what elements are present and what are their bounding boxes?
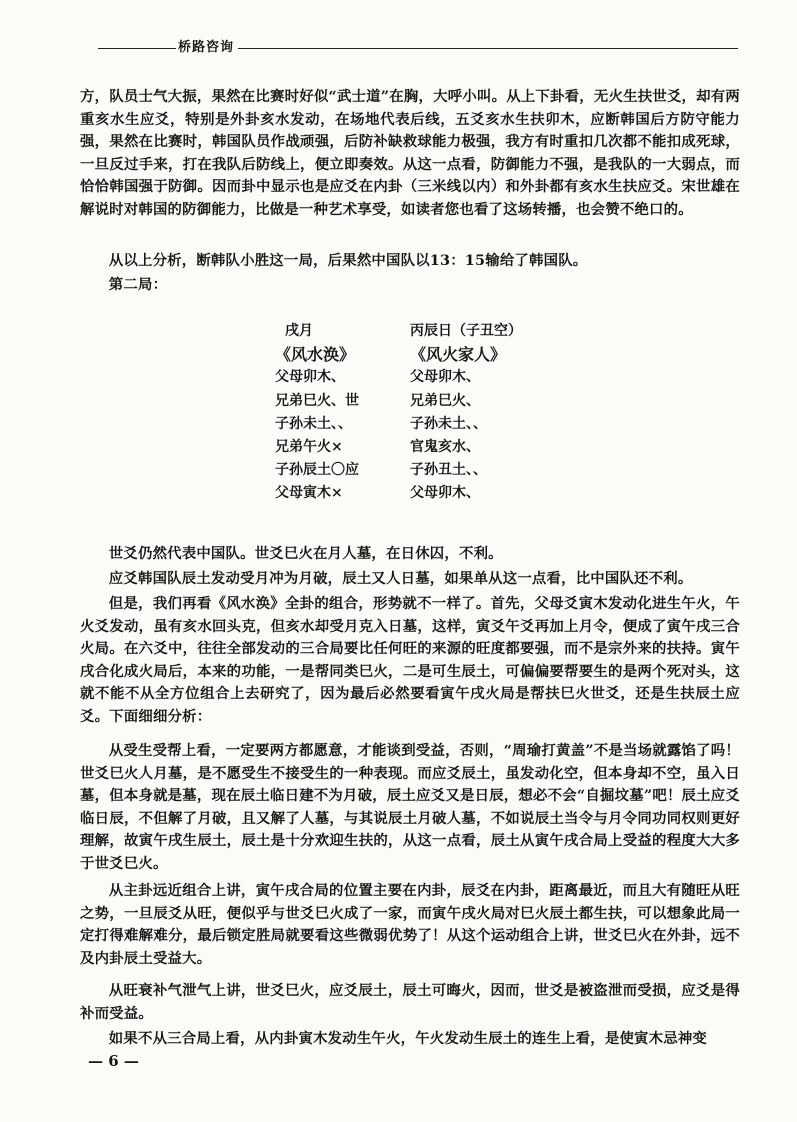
hexagram-right [410, 320, 522, 506]
hexagram-right-line-2: 兄弟巳火、 [410, 392, 480, 409]
hexagram-right-line-6: 父母卯木、 [410, 485, 480, 502]
paragraph-1: 方，队员士气大振，果然在比赛时好似“武士道”在胸，大呼小叫。从上下卦看，无火生扶世爻，却有两重亥水生应爻，特别是外卦亥水发动，在场地代表后线，五爻亥水生扶卯木，应断韩国后方防守能力强，果然在比赛时，韩国队员作战顽强，后防补缺救球能力极强，我方有时重扣几次都不能扣成死球，一旦反过手来，打在我队后防线上，便立即奏效。从这一点看，防御能力不强，是我队的一大弱点，而恰恰韩国强于防御。因而卦中显示也是应爻在内卦（三米线以内）和外卦都有亥水生扶应爻。宋世雄在解说时对韩国的防御能力，比做是一种艺术享受，如读者您也看了这场转播，也会赞不绝口的。 [80, 88, 740, 218]
hexagram-left-date: 戌月 [285, 323, 313, 339]
paragraph-6: 但是，我们再看《风水涣》全卦的组合，形势就不一样了。首先，父母爻寅木发动化进生午火，午火爻发动，虽有亥水回头克，但亥水却受月克入日墓，这样，寅爻午爻再加上月令，便成了寅午戌三合火局。在六爻中，往往全部发动的三合局要比任何旺的来源的旺度都要强，而不是宗外来的扶持。寅午戌合化成火局后，本来的功能，一是帮同类巳火，二是可生辰土，可偏偏要帮要生的是两个死对头，这就不能不从全方位组合上去研究了，因为最后必然要看寅午戌火局是帮扶巳火世爻，还是生扶辰土应爻。下面细细分析： [80, 595, 740, 725]
paragraph-8: 从主卦远近组合上讲，寅午戌合局的位置主要在内卦，辰爻在内卦，距离最近，而且大有随旺从旺之势，一旦辰爻从旺，便似乎与世爻巳火成了一家，而寅午戌火局对巳火辰土都生扶，可以想象此局一定打得难解难分，最后锁定胜局就要看这些微弱优势了！从这个运动组合上讲，世爻巳火在外卦，远不及内卦辰土受益大。 [80, 882, 740, 967]
page-number: — 6 — [88, 1052, 139, 1070]
paragraph-7: 从受生受帮上看，一定要两方都愿意，才能谈到受益，否则，“周瑜打黄盖”不是当场就露馅了吗！世爻巳火人月墓，是不愿受生不接受生的一种表现。而应爻辰土，虽发动化空，但本身却不空，虽入日墓，但本身就是墓，现在辰土临日建不为月破，辰土应爻又是日辰，想必不会“自掘坟墓”吧！辰土应爻临日辰，不但解了月破，且又解了人墓，与其说辰土月破人墓，不如说辰土当令与月令同功同权则更好理解，故寅午戌生辰土，辰土是十分欢迎生扶的，从这一点看，辰土从寅午戌合局上受益的程度大大多于世爻巳火。 [80, 742, 740, 872]
hexagram-left [275, 320, 359, 506]
header-rule-left [98, 48, 176, 49]
hexagram-left-line-3: 子孙未土、、 [275, 415, 352, 432]
hexagram-right-line-4: 官鬼亥水、 [410, 439, 480, 456]
hexagram-left-name: 《风水涣》 [275, 345, 356, 365]
header-title: 桥路咨询 [178, 40, 235, 55]
paragraph-3: 第二局： [108, 276, 168, 293]
paragraph-5: 应爻韩国队辰土发动受月冲为月破，辰土又人日墓，如果单从这一点看，比中国队还不利。 [108, 570, 693, 587]
header-rule-right [238, 48, 738, 49]
paragraph-4: 世爻仍然代表中国队。世爻巳火在月人墓，在日休囚，不利。 [108, 545, 503, 562]
paragraph-10: 如果不从三合局上看，从内卦寅木发动生午火，午火发动生辰土的连生上看，是使寅木忌神变 [108, 1030, 708, 1047]
hexagram-right-line-5: 子孙丑土、、 [410, 462, 487, 479]
hexagram-right-date: 丙辰日（子丑空） [410, 323, 522, 339]
page-header [98, 40, 738, 56]
hexagram-right-line-1: 父母卯木、 [410, 369, 480, 386]
hexagram-left-line-5: 子孙辰土〇应 [275, 462, 359, 479]
hexagram-left-line-6: 父母寅木× [275, 485, 343, 502]
paragraph-9: 从旺衰补气泄气上讲，世爻巳火，应爻辰土，辰土可晦火，因而，世爻是被盗泄而受损，应爻是得补而受益。 [80, 982, 740, 1022]
hexagram-right-name: 《风火家人》 [410, 345, 507, 365]
hexagram-left-line-4: 兄弟午火× [275, 439, 343, 456]
hexagram-right-line-3: 子孙未土、、 [410, 415, 487, 432]
hexagram-left-line-1: 父母卯木、 [275, 369, 345, 386]
paragraph-2: 从以上分析，断韩队小胜这一局，后果然中国队以13：15输给了韩国队。 [108, 252, 588, 269]
hexagram-left-line-2: 兄弟巳火、世 [275, 392, 359, 409]
